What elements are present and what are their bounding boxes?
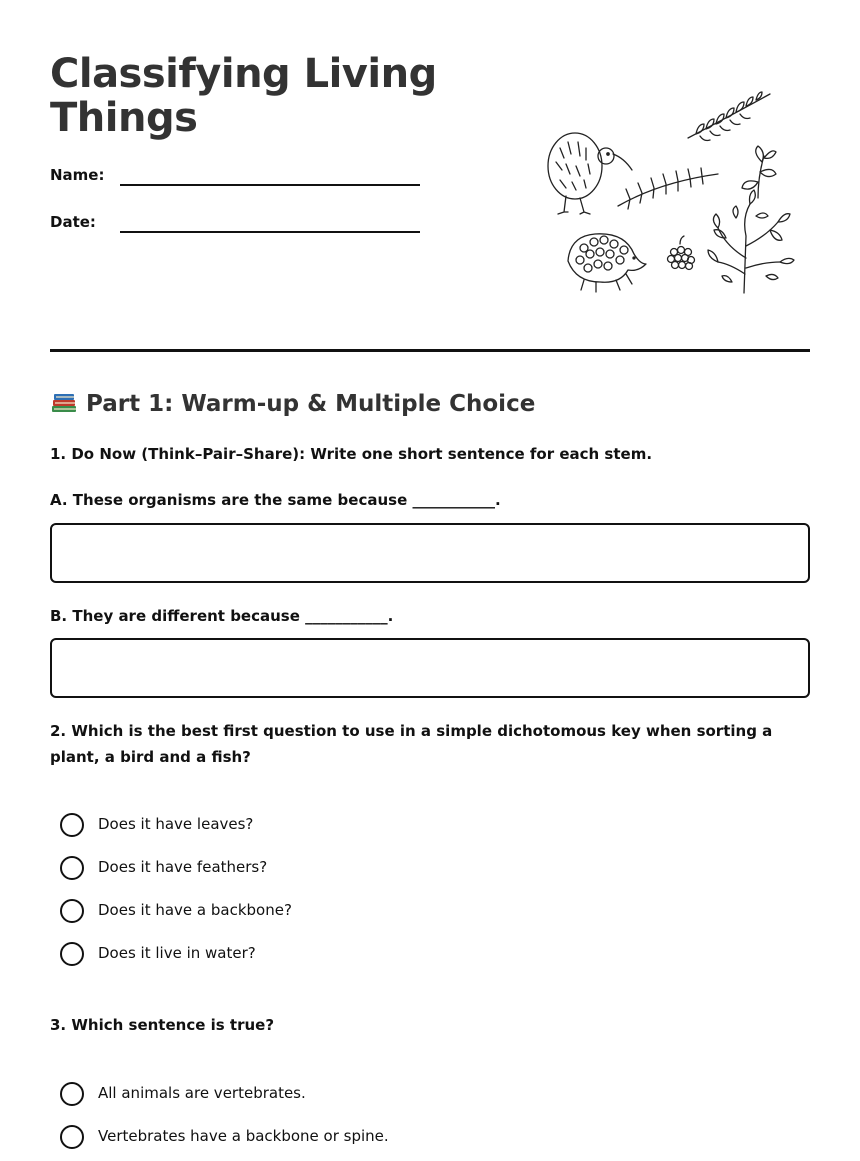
fern-icon [688, 92, 770, 141]
q2-prompt: 2. Which is the best first question to use in a simple dichotomous key when sorting a plant, a bird and a fish? [50, 722, 773, 766]
option-label: Does it have leaves? [98, 815, 254, 833]
option-label: Does it live in water? [98, 944, 256, 962]
q1a-answer-box[interactable] [50, 523, 810, 583]
name-label: Name: [50, 166, 105, 184]
name-field[interactable] [50, 166, 430, 196]
tree-icon [708, 190, 794, 293]
echidna-icon [568, 234, 646, 292]
radio-button[interactable] [60, 899, 84, 923]
fern-icon [618, 168, 718, 209]
berry-icon [668, 236, 695, 270]
date-field[interactable] [50, 213, 430, 243]
option-label: Vertebrates have a backbone or spine. [98, 1127, 389, 1145]
radio-button[interactable] [60, 813, 84, 837]
radio-button[interactable] [60, 942, 84, 966]
books-icon [50, 389, 78, 415]
option-label: All animals are vertebrates. [98, 1084, 306, 1102]
q1-prompt: 1. Do Now (Think–Pair–Share): Write one short sentence for each stem. [50, 445, 653, 463]
page-title: Classifying Living Things [50, 51, 437, 141]
section-divider [50, 349, 810, 352]
q2-option[interactable] [60, 942, 560, 968]
q1b-prompt: B. They are different because ___________. [50, 607, 394, 625]
living-things-illustration [540, 86, 800, 301]
radio-button[interactable] [60, 856, 84, 880]
q3-prompt: 3. Which sentence is true? [50, 1016, 275, 1034]
radio-button[interactable] [60, 1082, 84, 1106]
kiwi-bird-icon [548, 133, 632, 214]
option-label: Does it have a backbone? [98, 901, 292, 919]
q2-option[interactable] [60, 856, 560, 882]
section-title-text: Part 1: Warm-up & Multiple Choice [86, 391, 536, 417]
q1a-prompt: A. These organisms are the same because ___________. [50, 491, 501, 509]
date-line[interactable] [120, 231, 420, 233]
name-line[interactable] [120, 184, 420, 186]
leafy-sprig-icon [742, 146, 776, 198]
q2-option[interactable] [60, 813, 560, 839]
q3-option[interactable] [60, 1082, 560, 1108]
option-label: Does it have feathers? [98, 858, 268, 876]
q2-option[interactable] [60, 899, 560, 925]
q1b-answer-box[interactable] [50, 638, 810, 698]
q3-option[interactable] [60, 1125, 560, 1151]
date-label: Date: [50, 213, 96, 231]
section-title [50, 389, 535, 417]
radio-button[interactable] [60, 1125, 84, 1149]
